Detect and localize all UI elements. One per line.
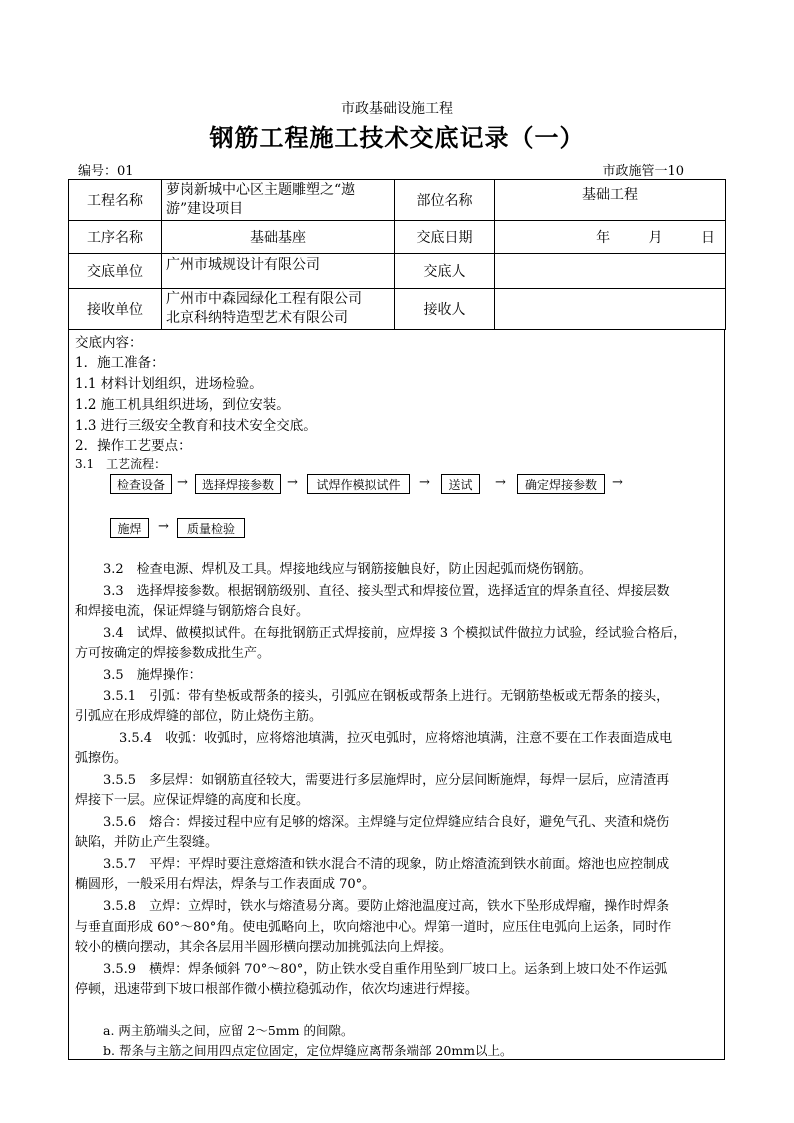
info-row-project	[69, 180, 726, 221]
serial-number: 编号：01	[78, 164, 134, 179]
flow-step-quality-check: 质量检验	[177, 518, 245, 538]
process-name-value: 基础基座	[162, 221, 395, 254]
issuer-unit-label: 交底单位	[69, 254, 162, 289]
content-section	[68, 329, 725, 1060]
para-3-5-1-line1: 3.5.1 引弧：带有垫板或帮条的接头，引弧应在钢板或帮条上进行。无钢筋垫板或无帮条的接头，	[103, 689, 670, 704]
flow-arrow-icon: →	[419, 475, 430, 490]
date-year: 年	[596, 230, 611, 246]
project-name-label: 工程名称	[69, 180, 162, 221]
section-1-1: 1.1 材料计划组织，进场检验。	[75, 376, 263, 392]
para-3-3-line2: 和焊接电流，保证焊缝与钢筋熔合良好。	[75, 604, 310, 619]
receiver-unit-1: 广州市中森园绿化工程有限公司	[166, 291, 362, 307]
date-month: 月	[648, 230, 663, 246]
page-subtitle: 市政基础设施工程	[341, 101, 453, 117]
para-3-5-8-line1: 3.5.8 立焊：立焊时，铁水与熔渣易分离。要防止熔池温度过高，铁水下坠形成焊瘤，操作时焊条	[103, 899, 670, 914]
para-3-5-5-line2: 焊接下一层。应保证焊缝的高度和长度。	[75, 793, 310, 808]
page-title: 钢筋工程施工技术交底记录（一）	[209, 123, 585, 152]
para-3-5-8-line3: 较小的横向摆动，其余各层用半圆形横向摆动加挑弧法向上焊接。	[75, 940, 453, 955]
info-table	[68, 179, 726, 330]
project-name-value: 萝岗新城中心区主题雕塑之“遨游”建设项目	[162, 180, 395, 221]
flow-arrow-icon: →	[612, 475, 623, 490]
issuer-label: 交底人	[395, 254, 495, 289]
flow-arrow-icon: →	[158, 519, 169, 534]
receiver-unit-label: 接收单位	[69, 289, 162, 330]
section-1: 1．施工准备：	[75, 355, 165, 371]
para-b: b. 帮条与主筋之间用四点定位固定，定位焊缝应离帮条端部 20mm以上。	[103, 1043, 513, 1058]
para-3-5-5-line1: 3.5.5 多层焊：如钢筋直径较大，需要进行多层施焊时，应分层间断施焊，每焊一层后，应清渣再	[103, 773, 670, 788]
flow-step-select-params: 选择焊接参数	[195, 474, 281, 494]
para-a: a. 两主筋端头之间，应留 2～5mm 的间隙。	[103, 1023, 354, 1038]
receiver-value	[495, 289, 726, 330]
para-3-2: 3.2 检查电源、焊机及工具。焊接地线应与钢筋接触良好，防止因起弧而烧伤钢筋。	[103, 562, 592, 577]
para-3-5-4-line2: 弧擦伤。	[75, 751, 128, 766]
para-3-3-line1: 3.3 选择焊接参数。根据钢筋级别、直径、接头型式和焊接位置，选择适宜的焊条直径、焊接层数	[103, 584, 670, 599]
flow-arrow-icon: →	[495, 475, 506, 490]
section-1-2: 1.2 施工机具组织进场，到位安装。	[75, 397, 290, 413]
content-heading: 交底内容：	[75, 335, 143, 351]
flow-step-confirm-params: 确定焊接参数	[517, 474, 605, 494]
para-3-4-line2: 方可按确定的焊接参数成批生产。	[75, 646, 271, 661]
issuer-unit-value: 广州市城规设计有限公司	[162, 254, 395, 289]
issuer-value	[495, 254, 726, 289]
para-3-5-6-line2: 缺陷，并防止产生裂缝。	[75, 835, 219, 850]
para-3-5-7-line2: 椭圆形，一般采用右焊法，焊条与工作表面成 70°。	[75, 877, 376, 892]
flow-step-trial-weld: 试焊作模拟试件	[307, 474, 410, 494]
para-3-5-9-line1: 3.5.9 横焊：焊条倾斜 70°～80°，防止铁水受自重作用坠到厂坡口上。运条到上坡口处不作运弧	[103, 962, 668, 977]
receiver-unit-value	[162, 289, 395, 330]
receiver-unit-2: 北京科纳特造型艺术有限公司	[166, 310, 348, 326]
receiver-label: 接收人	[395, 289, 495, 330]
info-row-process	[69, 221, 726, 254]
section-2: 2．操作工艺要点：	[75, 438, 192, 454]
flow-step-weld: 施焊	[110, 518, 149, 538]
info-row-receiver	[69, 289, 726, 330]
date-label: 交底日期	[395, 221, 495, 254]
flow-step-send-test: 送试	[441, 474, 480, 494]
para-3-5-4-line1: 3.5.4 收弧：收弧时，应将熔池填满，拉灭电弧时，应将熔池填满，注意不要在工作表面造成电	[119, 731, 673, 746]
section-3-1: 3.1 工艺流程：	[75, 457, 167, 471]
date-day: 日	[701, 230, 715, 246]
date-value	[495, 221, 726, 254]
flow-arrow-icon: →	[287, 475, 298, 490]
para-3-5-7-line1: 3.5.7 平焊：平焊时要注意熔渣和铁水混合不清的现象，防止熔渣流到铁水前面。熔池也应控制成	[103, 857, 670, 872]
form-code: 市政施管一10	[602, 164, 684, 179]
part-name-label: 部位名称	[395, 180, 495, 221]
flow-arrow-icon: →	[177, 475, 188, 490]
para-3-5-1-line2: 引弧应在形成焊缝的部位，防止烧伤主筋。	[75, 709, 323, 724]
para-3-5-9-line2: 停顿，迅速带到下坡口根部作微小横拉稳弧动作，依次均速进行焊接。	[75, 982, 479, 997]
part-name-value: 基础工程	[495, 180, 726, 221]
para-3-5-8-line2: 与垂直面形成 60°～80°角。使电弧略向上，吹向熔池中心。焊第一道时，应压住电弧向上运条，同时作	[75, 920, 672, 935]
section-1-3: 1.3 进行三级安全教育和技术安全交底。	[75, 418, 317, 434]
flow-step-check-equipment: 检查设备	[110, 474, 172, 494]
info-row-issuer	[69, 254, 726, 289]
para-3-4-line1: 3.4 试焊、做模拟试件。在每批钢筋正式焊接前，应焊接 3 个模拟试件做拉力试验，经试验合格后，	[103, 626, 687, 641]
process-name-label: 工序名称	[69, 221, 162, 254]
para-3-5-6-line1: 3.5.6 熔合：焊接过程中应有足够的熔深。主焊缝与定位焊缝应结合良好，避免气孔、夹渣和烧伤	[103, 815, 670, 830]
para-3-5: 3.5 施焊操作：	[103, 668, 202, 683]
